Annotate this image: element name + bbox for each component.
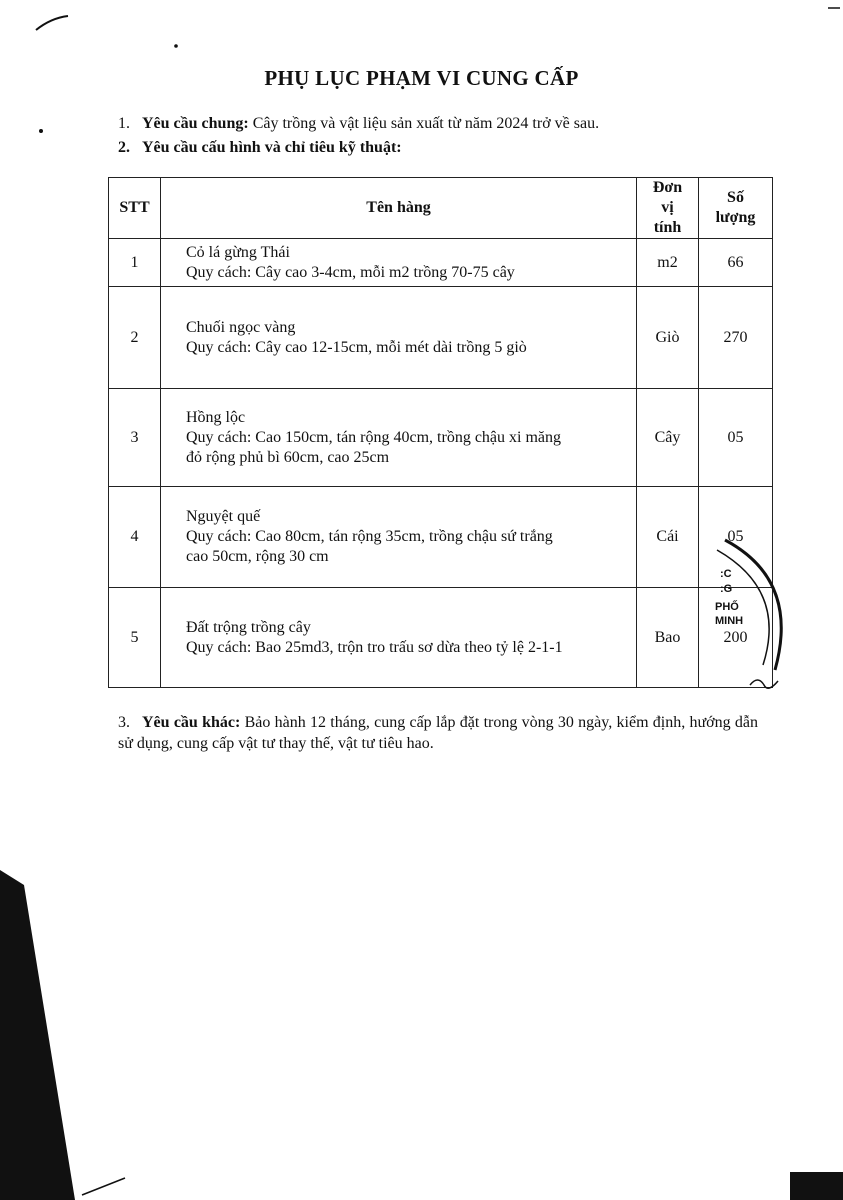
requirement-number: 3. <box>118 714 130 731</box>
stamp-text: :G <box>720 583 733 595</box>
item-name: Chuối ngọc vàng <box>186 318 296 336</box>
item-spec-continued: cao 50cm, rộng 30 cm <box>186 548 329 565</box>
cell-quantity: 66 <box>699 239 773 287</box>
item-spec: Quy cách: Cao 150cm, tán rộng 40cm, trồng chậu xi măng <box>186 428 562 446</box>
item-name: Hồng lộc <box>186 408 246 426</box>
item-name: Cỏ lá gừng Thái <box>186 243 290 261</box>
header-unit-line: tính <box>653 219 682 236</box>
header-qty-line: lượng <box>715 209 756 226</box>
cell-stt: 1 <box>109 239 161 287</box>
requirement-text: Cây trồng và vật liệu sản xuất từ năm 2024 trở về sau. <box>248 115 600 132</box>
header-qty-line: Số <box>727 189 744 206</box>
item-spec: Quy cách: Bao 25md3, trộn tro trấu sơ dừa theo tỷ lệ 2-1-1 <box>186 638 563 656</box>
cell-stt: 2 <box>109 287 161 389</box>
scan-shadow-left <box>0 870 75 1200</box>
cell-stt: 5 <box>109 588 161 688</box>
scan-speck <box>82 1178 125 1195</box>
item-spec: Quy cách: Cao 80cm, tán rộng 35cm, trồng chậu sứ trắng <box>186 528 553 545</box>
header-unit-line: Đơn <box>652 179 683 196</box>
scan-shadow-bottom-right <box>790 1172 843 1200</box>
cell-unit: Bao <box>637 588 699 688</box>
item-name: Đất trộng trồng cây <box>186 618 311 636</box>
stamp-text: MINH <box>715 615 744 627</box>
scan-speck <box>39 129 43 133</box>
item-name: Nguyệt quế <box>186 508 261 525</box>
header-name: Tên hàng <box>161 178 637 239</box>
cell-stt: 4 <box>109 487 161 588</box>
requirement-text: Bảo hành 12 tháng, cung cấp lắp đặt trong vòng 30 ngày, kiểm định, hướng dẫn sử dụng, cung cấp vật tư thay thế, vật tư tiêu hao. <box>118 714 759 752</box>
cell-unit: m2 <box>637 239 699 287</box>
cell-unit: Cây <box>637 389 699 487</box>
item-spec: Quy cách: Cây cao 12-15cm, mỗi mét dài trồng 5 giò <box>186 338 527 356</box>
cell-unit: Giò <box>637 287 699 389</box>
cell-quantity: 05 <box>699 487 773 588</box>
scan-speck <box>174 44 178 48</box>
requirement-number: 2. <box>118 139 130 156</box>
item-spec-continued: đỏ rộng phủ bì 60cm, cao 25cm <box>186 448 390 466</box>
header-stt: STT <box>109 178 161 239</box>
cell-quantity: 05 <box>699 389 773 487</box>
cell-unit: Cái <box>637 487 699 588</box>
cell-quantity: 270 <box>699 287 773 389</box>
stamp-text: :C <box>720 568 732 580</box>
cell-quantity: 200 <box>699 588 773 688</box>
requirement-label: Yêu cầu chung: <box>142 115 249 132</box>
requirement-label: Yêu cầu cấu hình và chỉ tiêu kỹ thuật: <box>142 139 402 156</box>
stamp-text: PHỐ <box>715 601 739 613</box>
cell-stt: 3 <box>109 389 161 487</box>
requirement-number: 1. <box>118 115 130 132</box>
scan-speck <box>36 16 68 30</box>
header-unit-line: vị <box>661 199 674 216</box>
requirement-label: Yêu cầu khác: <box>142 714 241 731</box>
item-spec: Quy cách: Cây cao 3-4cm, mỗi m2 trồng 70-75 cây <box>186 263 515 281</box>
page-title: PHỤ LỤC PHẠM VI CUNG CẤP <box>264 66 579 90</box>
